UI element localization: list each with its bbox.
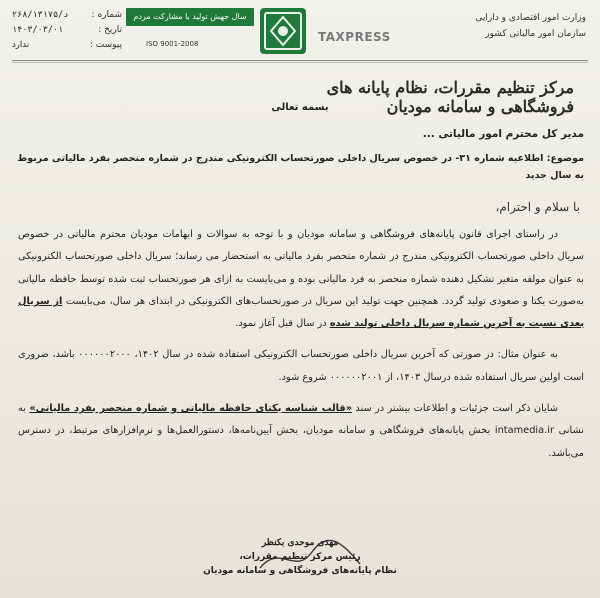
paragraph-1-tail: در سال قبل آغاز نمود. (235, 318, 330, 330)
subject-line: موضوع: اطلاعیه شماره ۳۱- در خصوص سریال داخلی صورتحساب الکترونیکی مندرج در شماره منحصر بفرد مالیاتی مربوط به سال جدید (17, 153, 584, 181)
attachment-row (12, 38, 122, 53)
paragraph-3-emphasis: «قالب شناسه یکتای حافظه مالیاتی و شماره منحصر بفرد مالیاتی» (29, 403, 353, 415)
ministry-name: وزارت امور اقتصادی و دارایی (475, 13, 586, 23)
signatory-department: نظام پایانه‌های فروشگاهی و سامانه مودیان (203, 566, 397, 576)
attachment-label: پیوست : (89, 40, 122, 50)
number-value: ۲۶۸/۱۳۱۷۵/د (12, 10, 69, 20)
letter-body (18, 224, 584, 474)
header-divider (12, 60, 588, 61)
date-row (12, 23, 122, 38)
signatory-name: مهدی موحدی بکنظر (261, 538, 339, 548)
number-row (12, 8, 122, 23)
paragraph-3-tail: به نشانی intamedia.ir بخش پایانه‌های فروشگاهی و سامانه مودیان، بخش آیین‌نامه‌ها، دستورالعمل‌ها و نرم‌افزارهای مرتبط، در دسترس می‌باشد. (18, 403, 584, 459)
greeting: با سلام و احترام، (495, 200, 580, 214)
paragraph-3 (18, 398, 584, 465)
organization-name: سازمان امور مالیاتی کشور (485, 29, 586, 39)
tax-emblem-icon (258, 6, 308, 56)
date-label: تاریخ : (98, 25, 122, 35)
paragraph-1-text: در راستای اجرای قانون پایانه‌های فروشگاهی و سامانه مودیان و با توجه به سوالات و ابهامات مودیان محترم مالیاتی در خصوص سریال داخلی صورتحساب الکترونیکی مندرج در شماره منحصر بفرد مالیاتی به استحضار می رساند؛ سریال داخلی صورتحساب الکترونیکی به عنوان مولفه متغیر تشکیل دهنده شماره منحصر به فرد مالیاتی بوده و می‌بایست به ازای هر صورتحساب ثبت شده توسط حافظه مالیاتی به‌صورت یکتا و صعودی تولید گردد. همچنین جهت تولید این سریال در صورتحساب‌های الکترونیکی در ابتدای هر سال، می‌بایست (18, 229, 584, 307)
letter-meta (12, 8, 122, 53)
bismillah: بسمه تعالی (271, 102, 329, 113)
header-divider-secondary (12, 62, 588, 63)
paragraph-2 (18, 344, 584, 389)
year-slogan-banner: سال جهش تولید با مشارکت مردم (126, 8, 254, 26)
signatory-title: رئیس مرکز تنظیم مقررات، (239, 552, 361, 562)
paragraph-3-text: شایان ذکر است جزئیات و اطلاعات بیشتر در سند (352, 403, 558, 415)
iso-label: ISO 9001-2008 (146, 40, 199, 48)
addressee: مدیر کل محترم امور مالیاتی ... (422, 128, 584, 140)
ministry-header (475, 10, 586, 42)
number-label: شماره : (91, 10, 122, 20)
taxpress-watermark: TAXPRESS (318, 30, 391, 44)
paragraph-1-emphasis: از سریال بعدی نسبت به آخرین شماره سریال داخلی تولید شده (18, 295, 584, 330)
center-title: مرکز تنظیم مقررات، نظام پایانه های فروشگاهی و سامانه مودیان (326, 78, 574, 116)
signature-block (0, 536, 600, 578)
paragraph-1 (18, 224, 584, 335)
attachment-value: ندارد (12, 40, 30, 50)
date-value: ۱۴۰۳/۰۳/۰۱ (12, 25, 64, 35)
paragraph-2-text: به عنوان مثال: در صورتی که آخرین سریال داخلی صورتحساب الکترونیکی استفاده شده در سال ۱۴۰۲، ۰۰۰۰۰۰۲۰۰۰ باشد، ضروری است اولین سریال استفاده شده درسال ۱۴۰۳، از ۰۰۰۰۰۰۲۰۰۱ شروع شود. (18, 349, 584, 383)
